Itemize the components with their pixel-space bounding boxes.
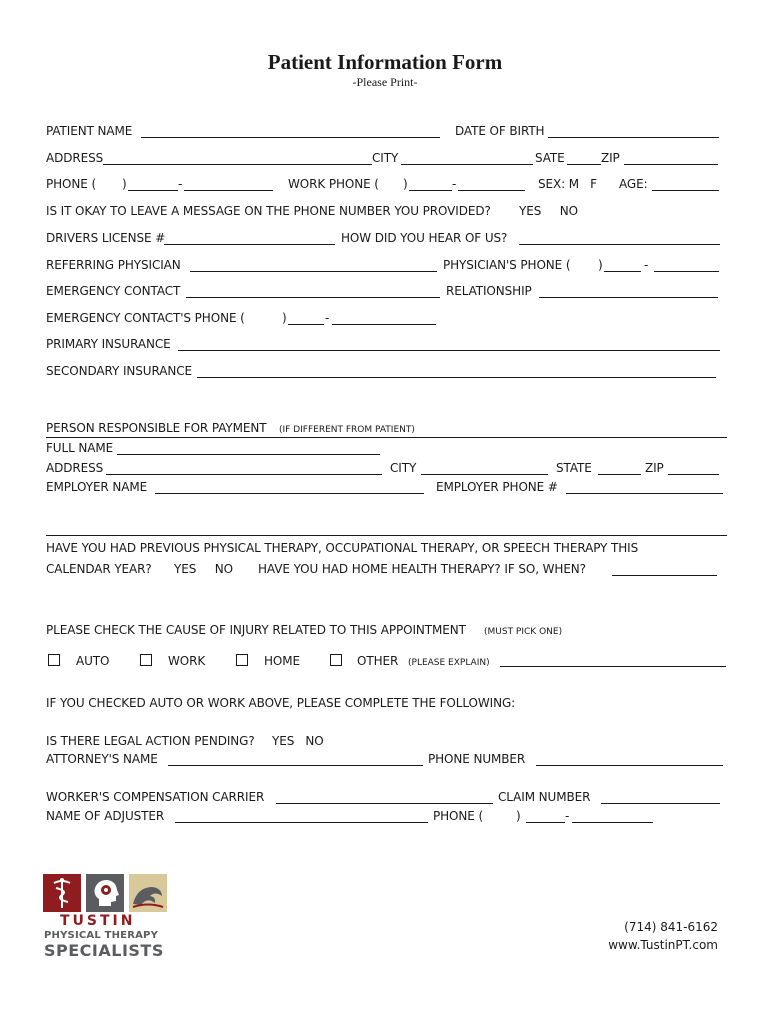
- injury-option-work: WORK: [168, 654, 206, 668]
- caduceus-icon: [43, 874, 81, 912]
- injury-option-auto: AUTO: [76, 654, 110, 668]
- secondary-insurance-label: SECONDARY INSURANCE: [46, 364, 192, 378]
- dob-label: DATE OF BIRTH: [455, 124, 545, 138]
- responsible-state-label: STATE: [556, 461, 592, 475]
- responsible-divider: [46, 437, 727, 438]
- phone-line-field[interactable]: [184, 190, 273, 191]
- hear-field[interactable]: [519, 244, 720, 245]
- referring-field[interactable]: [190, 271, 437, 272]
- zip-field[interactable]: [624, 164, 718, 165]
- emergency-phone-close: ): [282, 311, 287, 325]
- adjuster-phone-label: PHONE (: [433, 809, 484, 823]
- responsible-address-field[interactable]: [106, 474, 382, 475]
- city-field[interactable]: [401, 164, 533, 165]
- responsible-city-label: CITY: [390, 461, 417, 475]
- wave-icon: [129, 874, 167, 912]
- patient-name-field[interactable]: [141, 137, 440, 138]
- attorney-phone-label: PHONE NUMBER: [428, 752, 526, 766]
- patient-name-label: PATIENT NAME: [46, 124, 133, 138]
- adjuster-label: NAME OF ADJUSTER: [46, 809, 165, 823]
- sex-options[interactable]: SEX: M F: [538, 177, 597, 191]
- logo-tustin-text: TUSTIN: [60, 913, 136, 929]
- injury-option-home: HOME: [264, 654, 301, 668]
- legal-pending-label: IS THERE LEGAL ACTION PENDING?: [46, 734, 255, 748]
- work-phone-area-close: ): [403, 177, 408, 191]
- emergency-field[interactable]: [186, 297, 440, 298]
- head-profile-icon: [86, 874, 124, 912]
- responsible-full-name-label: FULL NAME: [46, 441, 114, 455]
- adjuster-phone-close: ): [516, 809, 521, 823]
- phone-prefix-field[interactable]: [128, 190, 178, 191]
- state-field[interactable]: [567, 164, 601, 165]
- adjuster-phone-prefix-field[interactable]: [526, 822, 565, 823]
- attorney-phone-field[interactable]: [536, 765, 723, 766]
- physician-phone-prefix-field[interactable]: [604, 271, 641, 272]
- injury-heading-note: (MUST PICK ONE): [484, 627, 563, 637]
- therapy-options[interactable]: YES NO: [174, 562, 234, 576]
- address-label: ADDRESS: [46, 151, 104, 165]
- work-phone-label: WORK PHONE (: [288, 177, 379, 191]
- responsible-full-name-field[interactable]: [117, 454, 380, 455]
- home-health-question: HAVE YOU HAD HOME HEALTH THERAPY? IF SO, WHEN?: [258, 562, 586, 576]
- carrier-label: WORKER'S COMPENSATION CARRIER: [46, 790, 265, 804]
- claim-label: CLAIM NUMBER: [498, 790, 591, 804]
- age-field[interactable]: [652, 190, 719, 191]
- license-label: DRIVERS LICENSE #: [46, 231, 166, 245]
- calendar-year-label: CALENDAR YEAR?: [46, 562, 152, 576]
- emergency-phone-prefix-field[interactable]: [288, 324, 324, 325]
- home-health-when-field[interactable]: [612, 575, 717, 576]
- emergency-phone-label: EMERGENCY CONTACT'S PHONE (: [46, 311, 245, 325]
- therapy-question: HAVE YOU HAD PREVIOUS PHYSICAL THERAPY, OCCUPATIONAL THERAPY, OR SPEECH THERAPY THIS: [46, 541, 639, 555]
- physician-phone-dash: -: [644, 258, 649, 272]
- attorney-label: ATTORNEY'S NAME: [46, 752, 158, 766]
- employer-phone-label: EMPLOYER PHONE #: [436, 480, 558, 494]
- zip-label: ZIP: [601, 151, 620, 165]
- adjuster-field[interactable]: [175, 822, 428, 823]
- hear-label: HOW DID YOU HEAR OF US?: [341, 231, 508, 245]
- injury-explain-note: (PLEASE EXPLAIN): [408, 658, 490, 668]
- responsible-heading-note: (IF DIFFERENT FROM PATIENT): [279, 425, 415, 435]
- checkbox-icon[interactable]: [330, 654, 342, 666]
- emergency-phone-dash: -: [325, 311, 330, 325]
- injury-heading: PLEASE CHECK THE CAUSE OF INJURY RELATED TO THIS APPOINTMENT: [46, 623, 466, 637]
- emergency-phone-line-field[interactable]: [332, 324, 436, 325]
- checkbox-icon[interactable]: [48, 654, 60, 666]
- section-divider: [46, 535, 727, 536]
- responsible-city-field[interactable]: [421, 474, 548, 475]
- logo-specialists-text: SPECIALISTS: [44, 941, 164, 960]
- message-options[interactable]: YES NO: [519, 204, 579, 218]
- phone-label: PHONE (: [46, 177, 97, 191]
- address-field[interactable]: [103, 164, 372, 165]
- referring-label: REFERRING PHYSICIAN: [46, 258, 181, 272]
- injury-option-other: OTHER: [357, 654, 399, 668]
- state-label: SATE: [535, 151, 565, 165]
- responsible-zip-field[interactable]: [668, 474, 719, 475]
- responsible-state-field[interactable]: [598, 474, 641, 475]
- emergency-label: EMERGENCY CONTACT: [46, 284, 181, 298]
- contact-website[interactable]: www.TustinPT.com: [608, 938, 718, 952]
- employer-phone-field[interactable]: [566, 493, 723, 494]
- phone-dash: -: [178, 177, 183, 191]
- checkbox-icon[interactable]: [236, 654, 248, 666]
- relationship-field[interactable]: [539, 297, 718, 298]
- employer-name-label: EMPLOYER NAME: [46, 480, 148, 494]
- message-question: IS IT OKAY TO LEAVE A MESSAGE ON THE PHONE NUMBER YOU PROVIDED?: [46, 204, 491, 218]
- carrier-field[interactable]: [276, 803, 493, 804]
- adjuster-phone-dash: -: [565, 809, 570, 823]
- secondary-insurance-field[interactable]: [197, 377, 716, 378]
- dob-field[interactable]: [548, 137, 719, 138]
- legal-instruction: IF YOU CHECKED AUTO OR WORK ABOVE, PLEASE COMPLETE THE FOLLOWING:: [46, 696, 516, 710]
- city-label: CITY: [372, 151, 399, 165]
- phone-area-close: ): [122, 177, 127, 191]
- relationship-label: RELATIONSHIP: [446, 284, 532, 298]
- attorney-field[interactable]: [168, 765, 423, 766]
- logo-physical-therapy-text: PHYSICAL THERAPY: [44, 930, 159, 941]
- responsible-heading: PERSON RESPONSIBLE FOR PAYMENT: [46, 421, 267, 435]
- license-field[interactable]: [164, 244, 335, 245]
- claim-field[interactable]: [601, 803, 720, 804]
- primary-insurance-field[interactable]: [178, 350, 720, 351]
- form-subtitle: -Please Print-: [352, 75, 418, 89]
- form-title: Patient Information Form: [267, 50, 503, 74]
- checkbox-icon[interactable]: [140, 654, 152, 666]
- employer-name-field[interactable]: [155, 493, 424, 494]
- work-phone-dash: -: [452, 177, 457, 191]
- injury-explain-field[interactable]: [500, 666, 726, 667]
- primary-insurance-label: PRIMARY INSURANCE: [46, 337, 171, 351]
- age-label: AGE:: [619, 177, 648, 191]
- work-phone-prefix-field[interactable]: [409, 190, 452, 191]
- adjuster-phone-line-field[interactable]: [572, 822, 653, 823]
- work-phone-line-field[interactable]: [458, 190, 525, 191]
- physician-phone-close: ): [598, 258, 603, 272]
- legal-pending-options[interactable]: YES NO: [272, 734, 324, 748]
- contact-phone: (714) 841-6162: [624, 920, 718, 934]
- physician-phone-line-field[interactable]: [654, 271, 719, 272]
- responsible-address-label: ADDRESS: [46, 461, 104, 475]
- responsible-zip-label: ZIP: [645, 461, 664, 475]
- physician-phone-label: PHYSICIAN'S PHONE (: [443, 258, 571, 272]
